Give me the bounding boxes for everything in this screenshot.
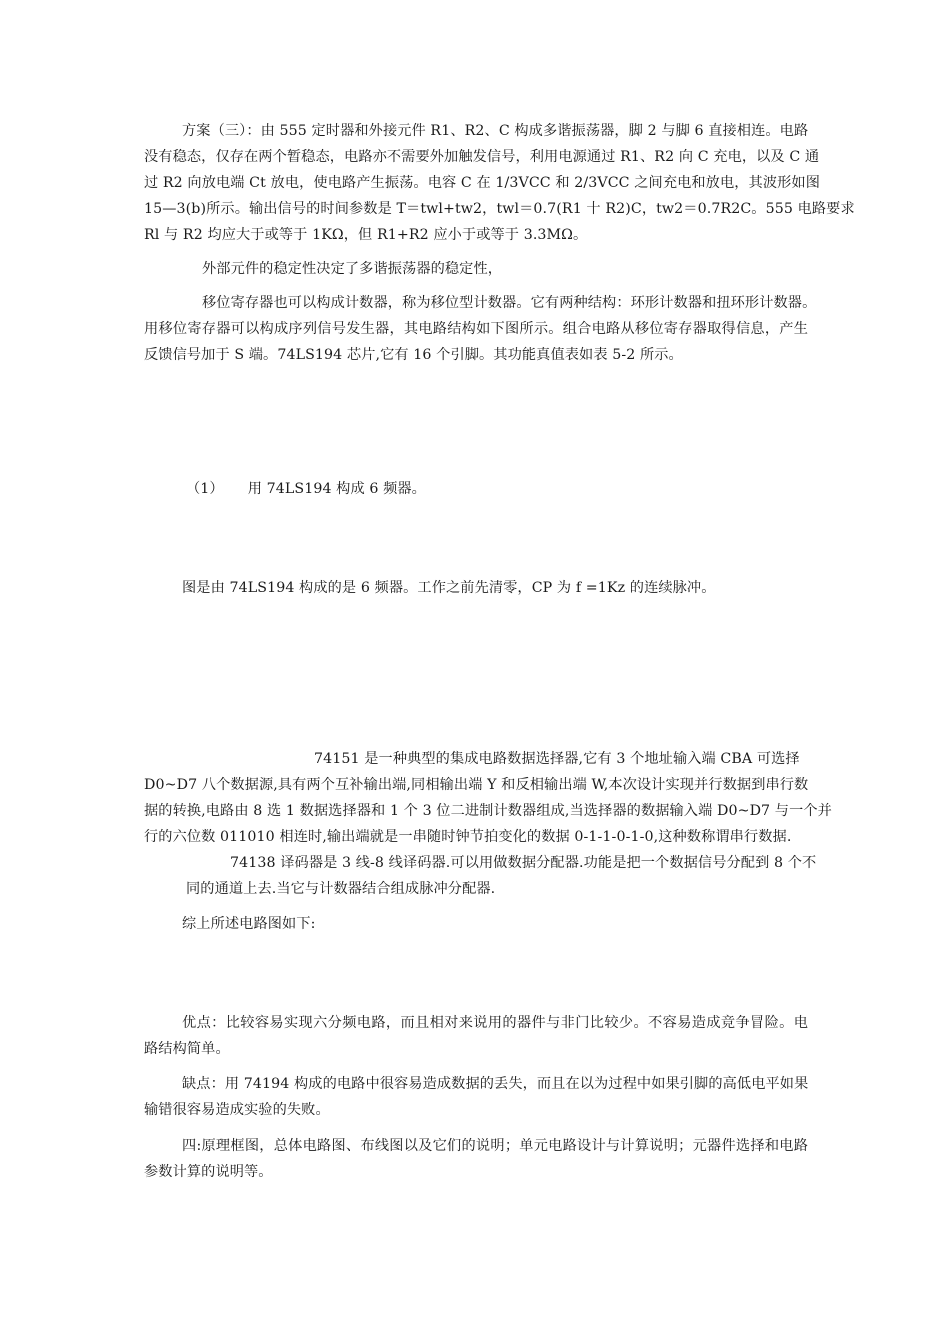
- text-line: 74138 译码器是 3 线-8 线译码器.可以用做数据分配器.功能是把一个数据信号分配到 8 个不: [230, 855, 817, 871]
- text-line: 移位寄存器也可以构成计数器，称为移位型计数器。它有两种结构：环形计数器和扭环形计数器。: [202, 295, 817, 311]
- list-item-1: [186, 476, 426, 502]
- text-line: 74151 是一种典型的集成电路数据选择器,它有 3 个地址输入端 CBA 可选择: [314, 751, 800, 767]
- text-line: 外部元件的稳定性决定了多谐振荡器的稳定性，: [202, 261, 503, 277]
- text-line: 没有稳态，仅存在两个暂稳态，电路亦不需要外加触发信号，利用电源通过 R1、R2 向 C 充电，以及 C 通: [144, 149, 820, 165]
- text-line: 用移位寄存器可以构成序列信号发生器，其电路结构如下图所示。组合电路从移位寄存器取得信息，产生: [144, 321, 808, 337]
- text-line: 输错很容易造成实验的失败。: [144, 1102, 330, 1118]
- text-line: 据的转换,电路由 8 选 1 数据选择器和 1 个 3 位二进制计数器组成,当选择器的数据输入端 D0~D7 与一个并: [144, 803, 832, 819]
- paragraph-74151: [144, 746, 832, 850]
- text-line: Rl 与 R2 均应大于或等于 1KΩ，但 R1+R2 应小于或等于 3.3MΩ。: [144, 227, 588, 243]
- paragraph-advantages: [144, 1010, 808, 1062]
- text-line: 同的通道上去.当它与计数器结合组成脉冲分配器.: [186, 881, 496, 897]
- text-line: 缺点：用 74194 构成的电路中很容易造成数据的丢失，而且在以为过程中如果引脚的高低电平如果: [182, 1076, 809, 1092]
- text-line: 方案（三）：由 555 定时器和外接元件 R1、R2、C 构成多谐振荡器，脚 2 与脚 6 直接相连。电路: [182, 123, 809, 139]
- paragraph-section-four: [144, 1133, 808, 1185]
- text-line: 四:原理框图，总体电路图、布线图以及它们的说明；单元电路设计与计算说明；元器件选择和电路: [182, 1138, 808, 1154]
- paragraph-555-oscillator: [144, 118, 855, 248]
- text-line: 行的六位数 011010 相连时,输出端就是一串随时钟节拍变化的数据 0-1-1-0-1-0,这种数称谓串行数据.: [144, 829, 792, 845]
- paragraph-74138: [186, 850, 817, 902]
- text-line: 路结构简单。: [144, 1041, 230, 1057]
- text-line: 参数计算的说明等。: [144, 1164, 273, 1180]
- paragraph-six-divider: [182, 575, 716, 601]
- paragraph-shift-register: [144, 290, 817, 368]
- text-line: 优点：比较容易实现六分频电路，而且相对来说用的器件与非门比较少。不容易造成竞争冒险。电: [182, 1015, 808, 1031]
- text-line: [186, 476, 426, 502]
- text-line: 综上所述电路图如下:: [182, 916, 316, 932]
- paragraph-summary: [182, 911, 315, 937]
- list-number: （1）: [186, 481, 224, 497]
- text-line: 图是由 74LS194 构成的是 6 频器。工作之前先清零，CP 为 f =1Kz 的连续脉冲。: [182, 580, 716, 596]
- text-line: D0~D7 八个数据源,具有两个互补输出端,同相输出端 Y 和反相输出端 W,本次设计实现并行数据到串行数: [144, 777, 809, 793]
- paragraph-stability: [202, 256, 502, 282]
- text-line: 15—3(b)所示。输出信号的时间参数是 T＝twl+tw2，twl＝0.7(R1 十 R2)C，tw2＝0.7R2C。555 电路要求: [144, 201, 855, 217]
- text-line: 过 R2 向放电端 Ct 放电，使电路产生振荡。电容 C 在 1/3VCC 和 2/3VCC 之间充电和放电，其波形如图: [144, 175, 820, 191]
- paragraph-disadvantages: [144, 1071, 808, 1123]
- text-line: 反馈信号加于 S 端。74LS194 芯片,它有 16 个引脚。其功能真值表如表 5-2 所示。: [144, 347, 683, 363]
- list-text: 用 74LS194 构成 6 频器。: [247, 481, 426, 497]
